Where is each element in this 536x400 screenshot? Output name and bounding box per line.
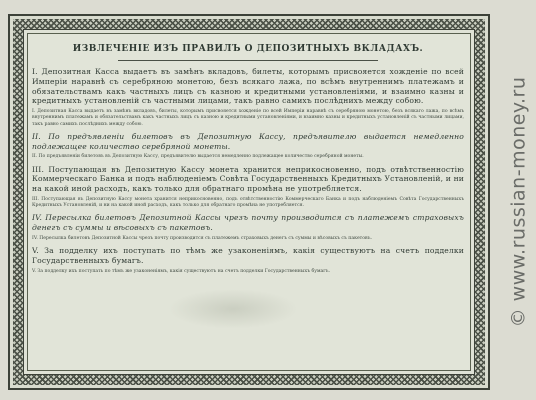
title-underline <box>118 60 378 61</box>
rule-paragraph-fine-print: V. За подделку ихъ поступать по тѣмъ же узаконеніямъ, какія существуютъ на счетъ подделки Государственныхъ бумагъ. <box>32 268 331 274</box>
rule-paragraph-fine-print: III. Поступающая въ Депозитную Кассу монета хранится неприкосновенно, подъ отвѣтственностію Коммерческаго Банка и подъ наблюденіемъ Совѣта Государственныхъ Кредитныхъ Установленій, и ни на какой иной расходъ, какъ только для обратнаго промѣна не употребляется. <box>32 196 464 209</box>
rule-paragraph-fine-print: II. По предъявленіи билетовъ въ Депозитную Кассу, предъявителю выдается немедленно подлежащее количество серебряной монеты. <box>32 154 364 160</box>
rule-paragraph: II. По предъявленіи билетовъ въ Депозитную Кассу, предъявителю выдается немедленно подлежащее количество серебряной монеты. <box>32 131 464 151</box>
banknote-reverse <box>8 14 490 390</box>
rule-paragraph-fine-print: IV. Пересылка билетовъ Депозитной Кассы чрезъ почту производится съ платежемъ страховыхъ денегъ съ суммы и вѣсовыхъ съ пакетовъ. <box>32 235 372 241</box>
rule-paragraph: I. Депозитная Касса выдаетъ въ замѣнъ вкладовъ, билеты, которымъ присвояется хожденіе по всей Имперіи наравнѣ съ серебряною монетою, безъ всякаго лажа, по всѣмъ внутреннимъ платежамъ и обязательствамъ какъ частныхъ лицъ съ казною и кредитными установленіями, и взаимно казны и кредитныхъ установленій съ частными лицами, такъ равно самихъ послѣднихъ между собою. <box>32 67 464 106</box>
rule-paragraph-fine-print: I. Депозитная Касса выдаетъ въ замѣнъ вкладовъ, билеты, которымъ присвояется хожденіе по всей Имперіи наравнѣ съ серебряною монетою, безъ всякаго лажа, по всѣмъ внутреннимъ платежамъ и обязательствамъ какъ частныхъ лицъ съ казною и кредитными установленіями, и взаимно казны и кредитныхъ установленій съ частными лицами, такъ равно самихъ послѣднихъ между собою. <box>32 109 464 127</box>
site-watermark <box>506 14 530 390</box>
rule-paragraph: V. За подделку ихъ поступать по тѣмъ же узаконеніямъ, какія существуютъ на счетъ подделки Государственныхъ бумагъ. <box>32 246 464 265</box>
paragraph-list <box>32 67 464 275</box>
rule-paragraph: III. Поступающая въ Депозитную Кассу монета хранится неприкосновенно, подъ отвѣтственностію Коммерческаго Банка и подъ наблюденіемъ Совѣта Государственныхъ Кредитныхъ Установленій, и ни на какой иной расходъ, какъ только для обратнаго промѣна не употребляется. <box>32 164 464 194</box>
rule-paragraph: IV. Пересылка билетовъ Депозитной Кассы чрезъ почту производится съ платежемъ страховыхъ денегъ съ суммы и вѣсовыхъ съ пакетовъ. <box>32 213 464 233</box>
rules-text <box>32 40 464 362</box>
document-title: ИЗВЛЕЧЕНІЕ ИЗЪ ПРАВИЛЪ О ДЕПОЗИТНЫХЪ ВКЛАДАХЪ. <box>72 44 424 54</box>
watermark-text: © www.russian-money.ru <box>507 76 529 328</box>
